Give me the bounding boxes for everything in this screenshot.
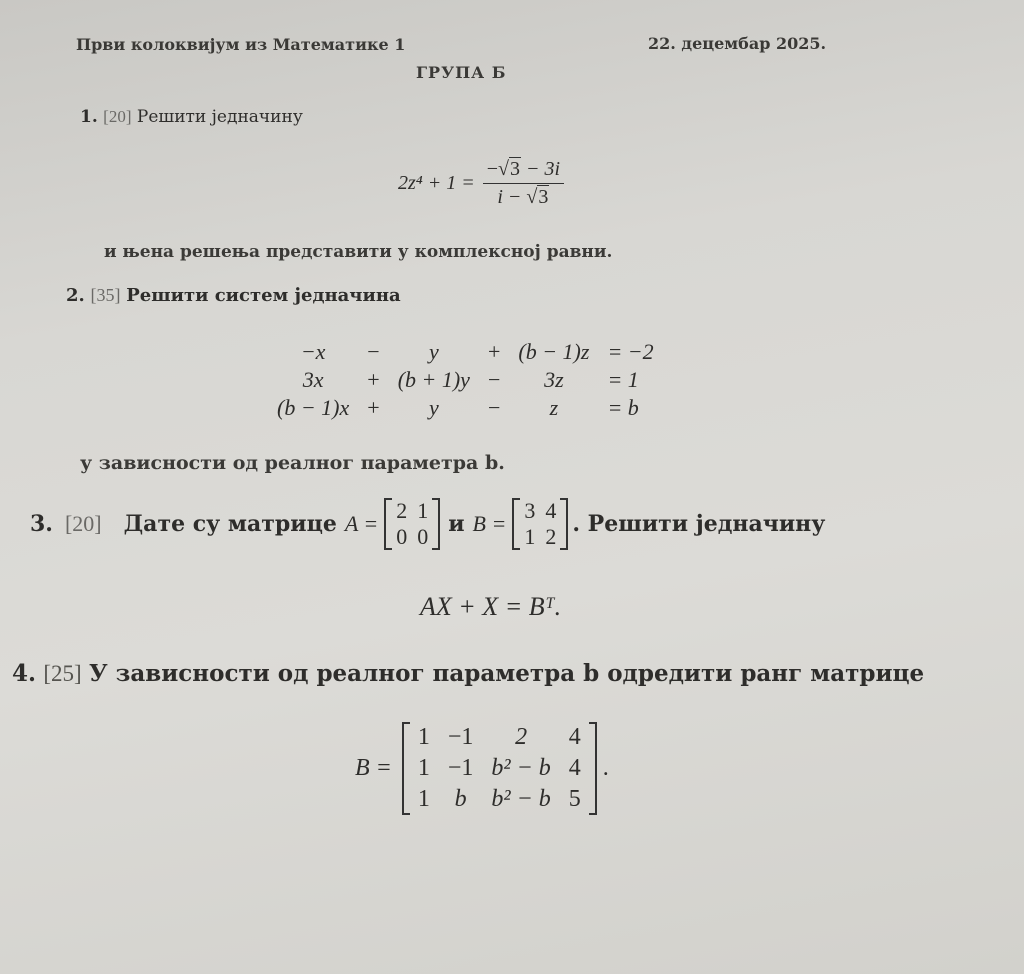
problem-4-number: 4. (12, 660, 37, 687)
system-term: y (428, 339, 439, 364)
matrix-b-label: B = (472, 511, 507, 536)
matrix-b-rank (402, 722, 597, 815)
problem-3-text: Дате су матрице (123, 511, 337, 537)
problem-1-followup: и њена решења представити у комплексној равни. (104, 242, 613, 262)
matrix-cell: b² − b (491, 786, 551, 812)
system-row-1 (268, 338, 663, 366)
system-term: (b − 1)z (518, 339, 590, 364)
problem-3-equation: AX + X = Bᵀ. (420, 592, 562, 621)
system-operator: + (367, 395, 380, 420)
matrix-cell: 1 (417, 724, 430, 750)
problem-2-statement (66, 285, 401, 306)
system-term: 3x (302, 367, 324, 392)
problem-3-points: [20] (64, 511, 102, 536)
numerator-minus-sqrt: −√ (486, 158, 509, 180)
system-rhs: = 1 (607, 367, 639, 392)
system-term: z (549, 395, 559, 420)
exam-date: 22. децембар 2025. (648, 34, 827, 53)
problem-2-points: [35] (90, 285, 121, 305)
matrix-cell: 4 (568, 724, 581, 750)
system-operator: − (367, 339, 380, 364)
system-term: y (428, 395, 439, 420)
matrix-label: B = (355, 755, 392, 781)
matrix-cell: 1 (417, 755, 430, 781)
numerator-rest: − 3i (521, 158, 561, 180)
problem-1-number: 1. (80, 107, 98, 127)
problem-1-points: [20] (103, 107, 132, 126)
matrix-b (512, 498, 568, 550)
matrix-period: . (602, 755, 609, 781)
matrix-cell: −1 (447, 724, 474, 750)
system-term: (b − 1)x (277, 395, 350, 420)
system-term: (b + 1)y (397, 367, 470, 392)
system-operator: + (367, 367, 380, 392)
matrix-cell: 1 (417, 786, 430, 812)
problem-2-followup: у зависности од реалног параметра b. (80, 452, 505, 474)
system-operator: − (487, 367, 501, 392)
system-rhs: = b (607, 395, 639, 420)
matrix-b-cell: 4 (545, 498, 557, 523)
problem-1-equation (398, 158, 564, 209)
fraction-denominator (493, 184, 553, 209)
matrix-cell: 2 (515, 724, 528, 750)
matrix-b-cell: 2 (545, 524, 557, 549)
course-title: Први колоквијум из Математике 1 (76, 35, 406, 54)
matrix-a (384, 498, 440, 550)
matrix-a-cell: 0 (417, 524, 429, 549)
system-row-2 (268, 366, 663, 394)
problem-1-text: Решити једначину (136, 107, 303, 127)
matrix-cell: b (454, 786, 467, 812)
denominator-i: i − √ (497, 186, 538, 208)
matrix-cell: 4 (568, 755, 581, 781)
conjunction: и (448, 511, 465, 537)
problem-1-statement (80, 107, 303, 127)
problem-2-text: Решити систем једначина (126, 285, 401, 306)
equation-fraction (483, 158, 564, 209)
problem-3-text-after: . Решити једначину (572, 511, 826, 537)
problem-3-statement (30, 498, 825, 550)
fraction-numerator (483, 158, 564, 183)
equation-lhs: 2z⁴ + 1 = (398, 172, 475, 194)
matrix-cell: 5 (568, 786, 581, 812)
problem-4-statement (12, 660, 924, 687)
problem-2-number: 2. (66, 285, 85, 306)
problem-4-matrix-expression (355, 722, 609, 815)
system-operator: − (487, 395, 501, 420)
matrix-a-label: A = (344, 511, 379, 536)
matrix-cell: b² − b (491, 755, 551, 781)
system-rhs: = −2 (607, 339, 654, 364)
matrix-b-cell: 1 (524, 524, 536, 549)
equation-system (268, 338, 663, 422)
matrix-b-cell: 3 (524, 498, 536, 523)
problem-4-text: У зависности од реалног параметра b одредити ранг матрице (88, 660, 925, 687)
group-title: ГРУПА Б (416, 63, 507, 82)
denominator-radicand: 3 (538, 186, 549, 208)
problem-3-number: 3. (30, 511, 53, 537)
system-term: −x (300, 339, 326, 364)
matrix-cell: −1 (447, 755, 474, 781)
system-operator: + (487, 339, 501, 364)
system-row-3 (268, 394, 663, 422)
numerator-radicand: 3 (510, 158, 520, 180)
problem-4-points: [25] (43, 661, 82, 686)
matrix-a-cell: 2 (396, 498, 408, 523)
system-term: 3z (544, 367, 564, 392)
matrix-a-cell: 0 (396, 524, 408, 549)
matrix-a-cell: 1 (417, 498, 429, 523)
